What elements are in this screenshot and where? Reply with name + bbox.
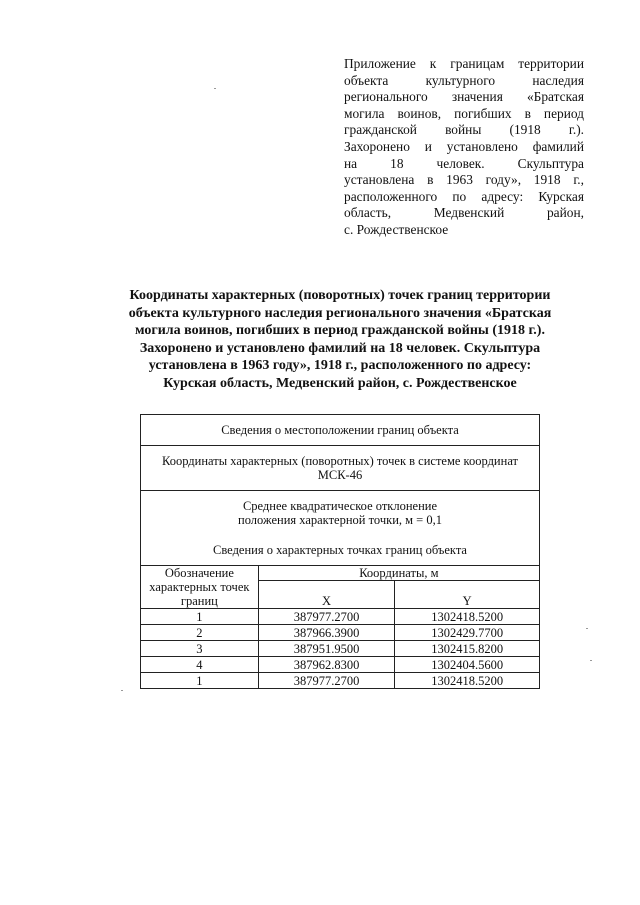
coordinates-header: Координаты, м	[258, 566, 539, 581]
table-row	[141, 609, 540, 625]
y-cell: 1302429.7700	[395, 625, 540, 641]
y-cell: 1302404.5600	[395, 657, 540, 673]
deviation-line: положения характерной точки, м = 0,1	[238, 513, 442, 527]
appendix-line: гражданской войны (1918 г.).	[344, 122, 584, 138]
heading-line: объекта культурного наследия регионального значения «Братская	[128, 305, 552, 321]
table-row	[141, 657, 540, 673]
x-cell: 387962.8300	[258, 657, 395, 673]
designation-header-line: границ	[180, 594, 218, 608]
scan-speck	[214, 88, 216, 89]
coordinate-system-header: Координаты характерных (поворотных) точек в системе координат МСК-46	[141, 446, 540, 491]
x-cell: 387966.3900	[258, 625, 395, 641]
y-header: Y	[395, 581, 540, 609]
point-cell: 1	[141, 673, 259, 689]
table-row	[141, 673, 540, 689]
scan-speck	[590, 660, 592, 661]
appendix-note	[344, 56, 584, 239]
document-heading	[100, 287, 580, 392]
heading-line: установлена в 1963 году», 1918 г., расположенного по адресу:	[148, 358, 532, 373]
x-cell: 387951.9500	[258, 641, 395, 657]
x-cell: 387977.2700	[258, 673, 395, 689]
heading-line: Координаты характерных (поворотных) точек границ территории	[129, 288, 551, 303]
point-cell: 1	[141, 609, 259, 625]
point-cell: 3	[141, 641, 259, 657]
point-cell: 4	[141, 657, 259, 673]
y-cell: 1302415.8200	[395, 641, 540, 657]
table-row	[141, 625, 540, 641]
designation-header-line: характерных точек	[149, 580, 250, 594]
appendix-line: регионального значения «Братская	[344, 89, 584, 105]
deviation-line: Среднее квадратическое отклонение	[242, 499, 438, 513]
appendix-line: Захоронено и установлено фамилий	[344, 138, 584, 154]
location-header: Сведения о местоположении границ объекта	[141, 415, 540, 446]
scan-speck	[121, 690, 123, 691]
points-header: Сведения о характерных точках границ объекта	[213, 543, 467, 557]
appendix-line: могила воинов, погибших в период	[344, 105, 584, 121]
table-row	[141, 641, 540, 657]
y-cell: 1302418.5200	[395, 673, 540, 689]
appendix-line: Приложение к границам территории	[344, 56, 584, 71]
coordinates-table	[140, 414, 540, 689]
heading-line: Курская область, Медвенский район, с. Рождественское	[163, 375, 517, 391]
x-header: X	[258, 581, 395, 609]
appendix-line: расположенного по адресу: Курская	[344, 188, 584, 204]
appendix-line: область, Медвенский район,	[344, 205, 584, 221]
designation-header-line: Обозначение	[164, 566, 234, 580]
appendix-line: объекта культурного наследия	[344, 72, 584, 88]
appendix-line: с. Рождественское	[344, 221, 449, 237]
designation-header	[141, 566, 259, 609]
appendix-line: на 18 человек. Скульптура	[344, 155, 584, 171]
heading-line: могила воинов, погибших в период гражданской войны (1918 г.).	[135, 323, 545, 338]
y-cell: 1302418.5200	[395, 609, 540, 625]
appendix-line: установлена в 1963 году», 1918 г.,	[344, 172, 584, 188]
x-cell: 387977.2700	[258, 609, 395, 625]
point-cell: 2	[141, 625, 259, 641]
deviation-and-points-header	[141, 491, 540, 566]
heading-line: Захоронено и установлено фамилий на 18 человек. Скульптура	[139, 340, 541, 356]
scan-speck	[586, 628, 588, 629]
